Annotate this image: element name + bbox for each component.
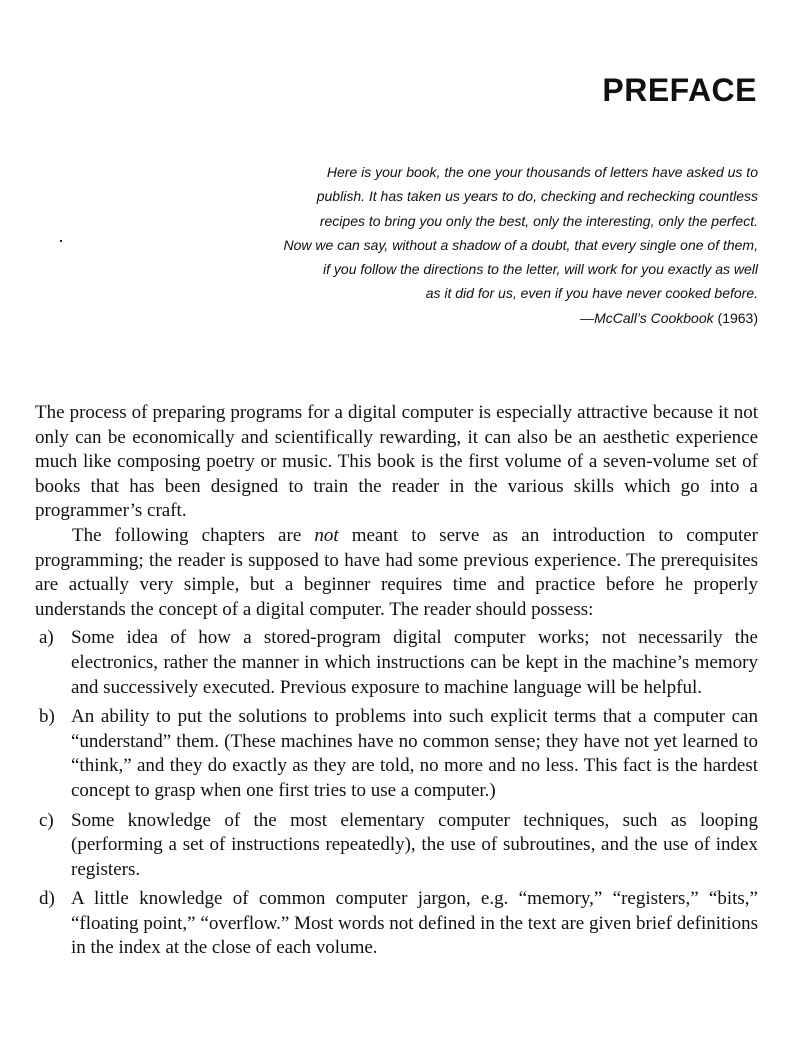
page-title: PREFACE xyxy=(602,72,757,108)
list-item-marker: a) xyxy=(39,627,54,649)
stray-mark xyxy=(60,240,62,242)
list-item-marker: c) xyxy=(39,809,54,831)
epigraph-line: publish. It has taken us years to do, checking and rechecking countless xyxy=(316,188,758,205)
emphasis-not: not xyxy=(314,524,339,546)
epigraph-line: recipes to bring you only the best, only the interesting, only the perfect. xyxy=(319,212,758,229)
list-item-text: Some knowledge of the most elementary computer techniques, such as looping (performing a set of instructions repeatedly), the use of subroutines, and the use of index registers. xyxy=(71,809,758,880)
epigraph-line: if you follow the directions to the letter, will work for you exactly as well xyxy=(323,261,758,278)
epigraph xyxy=(118,160,758,330)
epigraph-source-year: (1963) xyxy=(717,309,758,326)
list-item-text: Some idea of how a stored-program digital computer works; not necessarily the electronics, rather the manner in which instructions can be kept in the machine’s memory and successively executed. Previous exposure to machine language will be helpful. xyxy=(71,627,758,698)
prerequisite-list xyxy=(35,626,758,961)
list-item xyxy=(35,626,758,700)
epigraph-source-title: McCall’s Cookbook xyxy=(594,309,714,326)
list-item-marker: d) xyxy=(39,888,55,910)
epigraph-line: Now we can say, without a shadow of a doubt, that every single one of them, xyxy=(283,236,758,253)
list-item xyxy=(35,809,758,883)
list-item-text: A little knowledge of common computer jargon, e.g. “memory,” “registers,” “bits,” “floating point,” “overflow.” Most words not defined in the text are given brief definitions in the index at the close of each volume. xyxy=(71,888,758,959)
paragraph-prerequisites xyxy=(35,524,758,622)
list-item-text: An ability to put the solutions to problems into such explicit terms that a computer can “understand” them. (These machines have no common sense; they have not yet learned to “think,” and they do exactly as they are told, no more and no less. This fact is the hardest concept to grasp when one first tries to use a computer.) xyxy=(71,706,758,801)
paragraph-prerequisites-start: The following chapters are xyxy=(72,524,315,546)
paragraph-prerequisites-rest: meant to serve as an introduction to computer programming; the reader is supposed to have had some previous experience. The prerequisites are actually very simple, but a beginner requires time and practice before he properly understands the concept of a digital computer. The reader should possess: xyxy=(35,524,758,620)
body-text xyxy=(35,401,758,966)
list-item-marker: b) xyxy=(39,706,55,728)
list-item xyxy=(35,887,758,961)
list-item xyxy=(35,705,758,803)
epigraph-source xyxy=(118,306,758,330)
paragraph-intro: The process of preparing programs for a digital computer is especially attractive because it not only can be economically and scientifically rewarding, it can also be an aesthetic experience much like composing poetry or music. This book is the first volume of a seven-volume set of books that has been designed to train the reader in the various skills which go into a programmer’s craft. xyxy=(35,402,758,522)
epigraph-line: as it did for us, even if you have never cooked before. xyxy=(425,285,758,302)
epigraph-source-dash: — xyxy=(580,309,595,326)
epigraph-line: Here is your book, the one your thousands of letters have asked us to xyxy=(326,164,758,180)
